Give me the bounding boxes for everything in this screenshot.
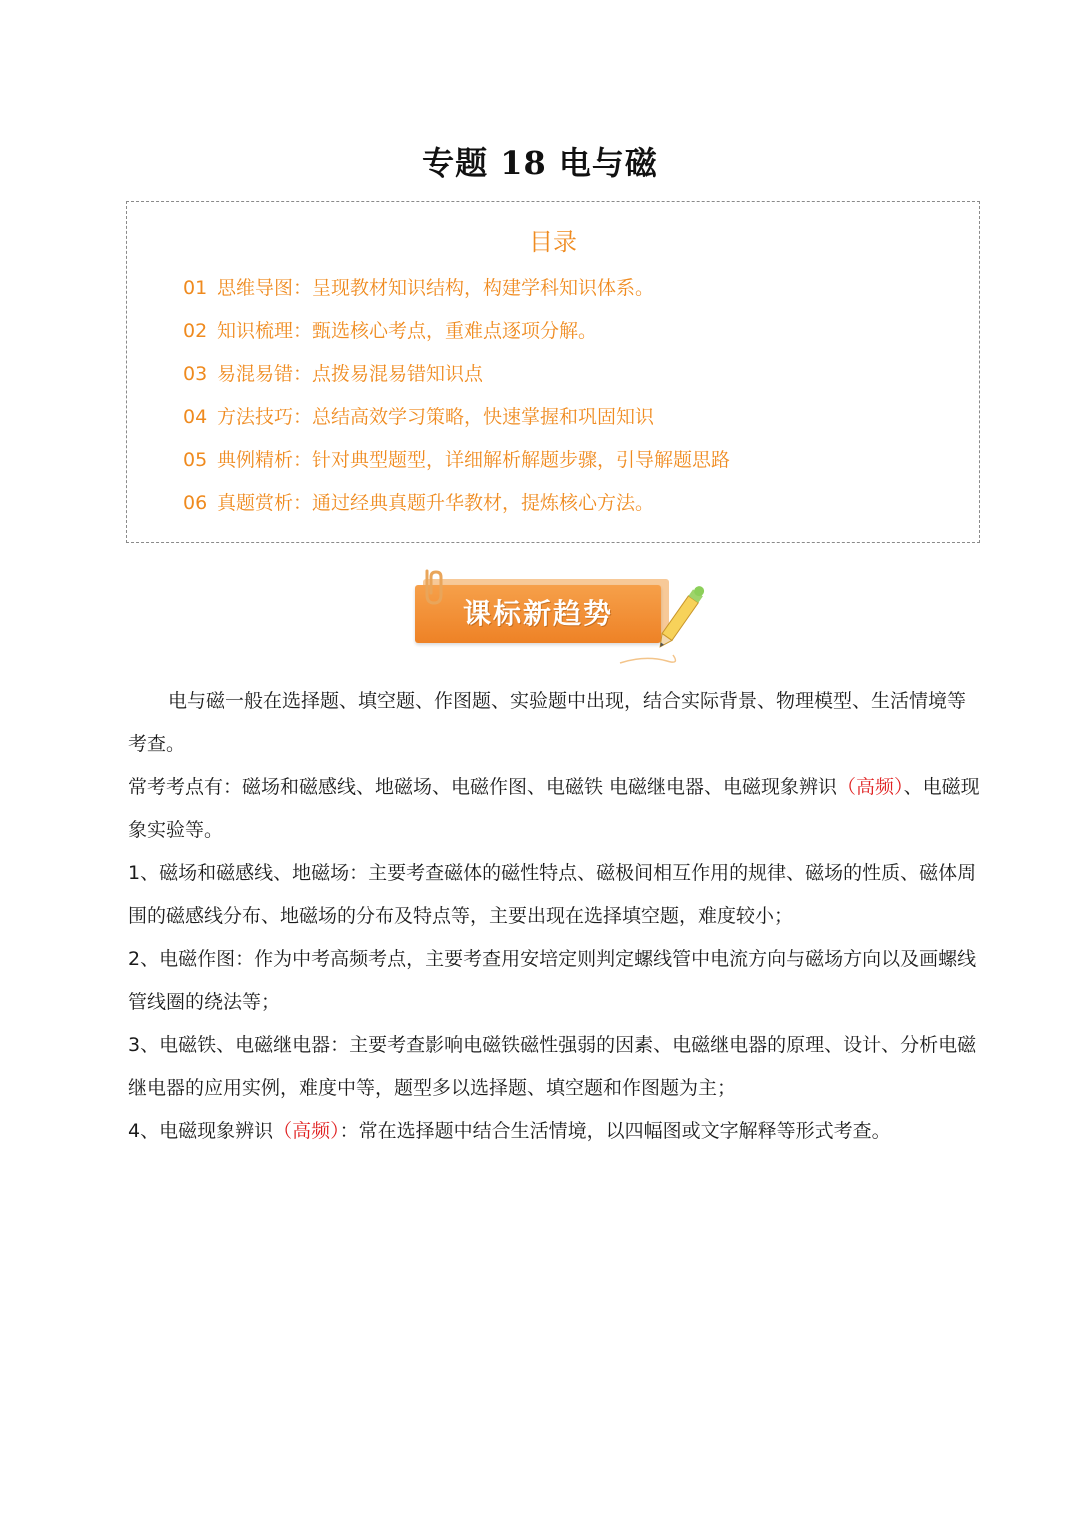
point-item-4 [128,1110,984,1153]
toc-item[interactable] [183,401,730,444]
point-item-3: 3、电磁铁、电磁继电器：主要考查影响电磁铁磁性强弱的因素、电磁继电器的原理、设计、分析电磁继电器的应用实例，难度中等，题型多以选择题、填空题和作图题为主； [128,1034,977,1099]
toc-item-number: 05 [183,449,208,471]
high-frequency-tag: （高频） [837,776,904,798]
toc-item[interactable] [183,487,730,530]
point-item-1: 1、磁场和磁感线、地磁场：主要考查磁体的磁性特点、磁极间相互作用的规律、磁场的性质、磁体周围的磁感线分布、地磁场的分布及特点等，主要出现在选择填空题，难度较小； [128,862,977,927]
toc-item[interactable] [183,315,730,358]
common-points-paragraph [128,766,984,852]
toc-item-text: 知识梳理：甄选核心考点，重难点逐项分解。 [217,320,598,342]
common-points-text-end: 、电磁现象实验等。 [128,776,980,841]
toc-item[interactable] [183,272,730,315]
common-points-text: 常考考点有：磁场和磁感线、地磁场、电磁作图、电磁铁 电磁继电器、电磁现象辨识 [128,776,838,798]
toc-item-text: 思维导图：呈现教材知识结构，构建学科知识体系。 [217,277,655,299]
point-item-4-text: ：常在选择题中结合生活情境，以四幅图或文字解释等形式考查。 [339,1120,891,1142]
toc-item-text: 易混易错：点拨易混易错知识点 [217,363,484,385]
toc-item-number: 06 [183,492,208,514]
page-title: 专题 18 电与磁 [422,144,658,182]
content-body [128,680,984,1153]
toc-heading: 目录 [529,228,577,256]
point-item-4-head: 4、电磁现象辨识 [128,1120,274,1142]
toc-item[interactable] [183,444,730,487]
banner-decoration [405,565,725,670]
pencil-icon [655,584,707,651]
toc-item-number: 01 [183,277,208,299]
high-frequency-tag: （高频） [273,1120,340,1142]
intro-paragraph: 电与磁一般在选择题、填空题、作图题、实验题中出现，结合实际背景、物理模型、生活情境等考查。 [128,690,967,755]
toc-item-text: 方法技巧：总结高效学习策略，快速掌握和巩固知识 [217,406,655,428]
toc-item-text: 典例精析：针对典型题型，详细解析解题步骤，引导解题思路 [217,449,731,471]
toc-item[interactable] [183,358,730,401]
swoosh-line [620,655,675,663]
toc-list [183,272,730,530]
toc-item-number: 03 [183,363,208,385]
toc-item-number: 02 [183,320,208,342]
paperclip-icon [427,571,441,603]
toc-item-text: 真题赏析：通过经典真题升华教材，提炼核心方法。 [217,492,655,514]
toc-item-number: 04 [183,406,208,428]
section-banner [405,565,725,670]
point-item-2: 2、电磁作图：作为中考高频考点，主要考查用安培定则判定螺线管中电流方向与磁场方向以及画螺线管线圈的绕法等； [128,948,977,1013]
table-of-contents [126,201,980,543]
banner-label: 课标新趋势 [462,597,613,630]
